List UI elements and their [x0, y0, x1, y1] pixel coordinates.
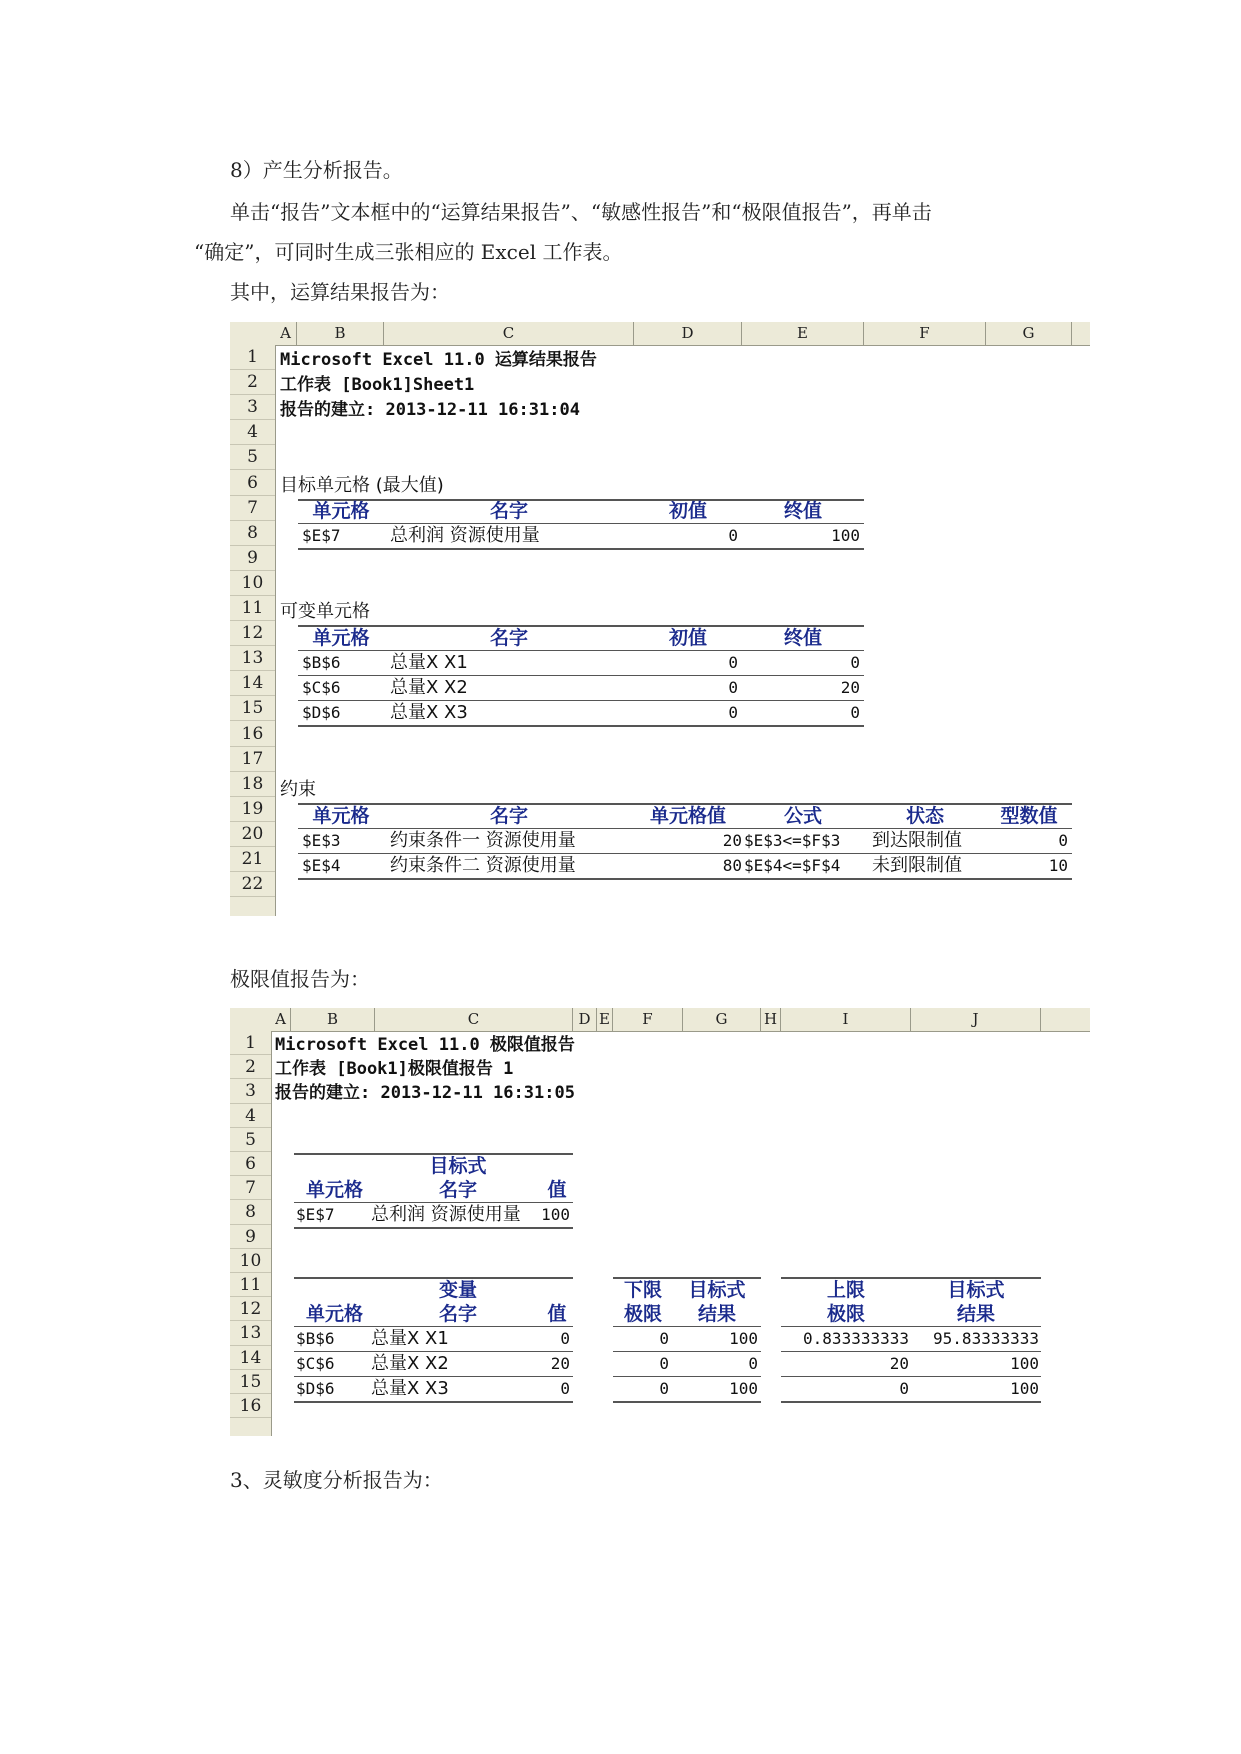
table-rule — [294, 1401, 573, 1403]
table-rule — [298, 725, 864, 727]
column-header-bar — [230, 1008, 1090, 1032]
col-value-header: 值 — [547, 1303, 567, 1325]
target-final-value: 100 — [831, 526, 860, 545]
variable-cell-name: 总量X X1 — [390, 652, 468, 673]
table-rule — [298, 878, 1072, 880]
col-name-header: 名字 — [489, 627, 528, 649]
constraint-slack: 0 — [1058, 831, 1068, 850]
limits-report-intro: 极限值报告为： — [230, 967, 370, 991]
lower-limit-header-line1: 下限 — [623, 1279, 662, 1301]
constraints-label: 约束 — [280, 779, 316, 800]
target-value: 100 — [541, 1205, 570, 1224]
col-name-header: 名字 — [489, 500, 528, 522]
column-header-a[interactable]: A — [275, 322, 297, 345]
target-group-header: 目标式 — [429, 1155, 487, 1177]
report-title: Microsoft Excel 11.0 运算结果报告 — [280, 350, 597, 370]
variable-value: 20 — [550, 1354, 570, 1373]
variable-name: 总量X X3 — [371, 1378, 449, 1399]
constraint-name: 约束条件二 资源使用量 — [390, 855, 576, 876]
row-header[interactable]: 4 — [230, 420, 275, 445]
variable-cell-ref: $B$6 — [302, 653, 341, 672]
worksheet-name: 工作表 [Book1]Sheet1 — [280, 375, 475, 395]
upper-result-value: 95.83333333 — [933, 1329, 1039, 1348]
upper-limit-header-line2: 极限 — [826, 1303, 865, 1325]
table-rule — [294, 1227, 573, 1229]
row-header[interactable]: 11 — [230, 1273, 271, 1297]
upper-result-value: 100 — [1010, 1379, 1039, 1398]
row-header[interactable]: 6 — [230, 1152, 271, 1176]
row-header-bar — [230, 345, 276, 916]
variable-cell-name: 总量X X2 — [390, 677, 468, 698]
target-cell-ref: $E$7 — [296, 1205, 335, 1224]
variable-cell-ref: $D$6 — [302, 703, 341, 722]
row-header[interactable]: 16 — [230, 1394, 271, 1418]
table-rule — [298, 548, 864, 550]
lower-limit-value: 0 — [659, 1379, 669, 1398]
constraint-formula: $E$3<=$F$3 — [744, 831, 841, 850]
sensitivity-report-intro: 3、灵敏度分析报告为： — [230, 1468, 443, 1492]
row-header[interactable]: 9 — [230, 1225, 271, 1249]
row-header[interactable]: 6 — [230, 471, 275, 496]
column-header-bar — [230, 322, 1090, 346]
column-header-f[interactable]: F — [613, 1008, 683, 1031]
target-cell-ref: $E$7 — [302, 526, 341, 545]
variable-final-value: 0 — [850, 703, 860, 722]
row-header[interactable]: 2 — [230, 1055, 271, 1079]
row-header[interactable]: 1 — [230, 345, 275, 370]
row-header-bar — [230, 1031, 272, 1436]
col-name-header: 名字 — [438, 1179, 477, 1201]
col-final-header: 终值 — [783, 500, 822, 522]
row-header[interactable]: 14 — [230, 671, 275, 696]
column-header-c[interactable]: C — [375, 1008, 573, 1031]
variable-name: 总量X X2 — [371, 1353, 449, 1374]
constraint-cell-ref: $E$4 — [302, 856, 341, 875]
row-header[interactable]: 17 — [230, 747, 275, 772]
worksheet-name: 工作表 [Book1]极限值报告 1 — [275, 1059, 514, 1079]
constraint-cell-value: 80 — [722, 856, 742, 875]
column-header-a[interactable]: A — [271, 1008, 291, 1031]
row-header[interactable]: 10 — [230, 1249, 271, 1273]
upper-result-header-line2: 结果 — [956, 1303, 995, 1325]
upper-limit-value: 0 — [899, 1379, 909, 1398]
col-slack-header: 型数值 — [1000, 805, 1058, 827]
row-header[interactable]: 8 — [230, 521, 275, 546]
row-header[interactable]: 16 — [230, 722, 275, 747]
column-header-d[interactable]: D — [573, 1008, 597, 1031]
row-header[interactable]: 21 — [230, 847, 275, 872]
row-header[interactable]: 7 — [230, 496, 275, 521]
constraint-status: 到达限制值 — [872, 830, 962, 851]
target-cell-name: 总利润 资源使用量 — [390, 525, 540, 546]
variable-cell-ref: $B$6 — [296, 1329, 335, 1348]
row-header[interactable]: 13 — [230, 646, 275, 671]
variable-cell-ref: $D$6 — [296, 1379, 335, 1398]
row-header[interactable]: 5 — [230, 1128, 271, 1152]
row-header[interactable]: 15 — [230, 1370, 271, 1394]
col-final-header: 终值 — [783, 627, 822, 649]
col-name-header: 名字 — [489, 805, 528, 827]
col-value-header: 值 — [547, 1179, 567, 1201]
constraint-formula: $E$4<=$F$4 — [744, 856, 841, 875]
row-header[interactable]: 10 — [230, 571, 275, 596]
variable-final-value: 20 — [840, 678, 860, 697]
variable-initial-value: 0 — [728, 678, 738, 697]
row-header[interactable]: 12 — [230, 1297, 271, 1321]
variable-group-header: 变量 — [438, 1279, 477, 1301]
col-initial-header: 初值 — [668, 500, 707, 522]
upper-result-header-line1: 目标式 — [947, 1279, 1005, 1301]
target-initial-value: 0 — [728, 526, 738, 545]
report-timestamp: 报告的建立: 2013-12-11 16:31:04 — [280, 400, 580, 420]
limits-report-sheet — [230, 1008, 1090, 1436]
column-header-j[interactable]: J — [911, 1008, 1041, 1031]
col-cell-value-header: 单元格值 — [649, 805, 726, 827]
constraint-name: 约束条件一 资源使用量 — [390, 830, 576, 851]
col-cell-header: 单元格 — [312, 805, 370, 827]
column-header-g[interactable]: G — [986, 322, 1072, 345]
answer-report-sheet — [230, 322, 1090, 916]
column-header-b[interactable]: B — [297, 322, 384, 345]
constraint-cell-ref: $E$3 — [302, 831, 341, 850]
variable-initial-value: 0 — [728, 653, 738, 672]
row-header[interactable]: 18 — [230, 772, 275, 797]
column-header-e[interactable]: E — [597, 1008, 613, 1031]
row-header[interactable]: 5 — [230, 445, 275, 470]
lower-limit-header-line2: 极限 — [623, 1303, 662, 1325]
report-title: Microsoft Excel 11.0 极限值报告 — [275, 1035, 575, 1055]
variable-cell-ref: $C$6 — [296, 1354, 335, 1373]
row-header[interactable]: 20 — [230, 822, 275, 847]
row-header[interactable]: 3 — [230, 395, 275, 420]
constraint-status: 未到限制值 — [872, 855, 962, 876]
lower-limit-value: 0 — [659, 1329, 669, 1348]
col-formula-header: 公式 — [783, 805, 822, 827]
column-header-b[interactable]: B — [291, 1008, 375, 1031]
lower-result-value: 100 — [729, 1379, 758, 1398]
col-cell-header: 单元格 — [305, 1179, 363, 1201]
row-header[interactable]: 15 — [230, 696, 275, 721]
row-header[interactable]: 4 — [230, 1104, 271, 1128]
column-header-d[interactable]: D — [634, 322, 742, 345]
variable-cell-ref: $C$6 — [302, 678, 341, 697]
column-header-i[interactable]: I — [781, 1008, 911, 1031]
table-rule — [613, 1401, 761, 1403]
col-name-header: 名字 — [438, 1303, 477, 1325]
column-header-g[interactable]: G — [683, 1008, 761, 1031]
row-header[interactable]: 3 — [230, 1079, 271, 1103]
table-rule — [781, 1401, 1041, 1403]
answer-report-intro: 其中，运算结果报告为： — [230, 280, 450, 304]
upper-limit-header-line1: 上限 — [826, 1279, 865, 1301]
col-cell-header: 单元格 — [305, 1303, 363, 1325]
instruction-line-2: “确定”，可同时生成三张相应的 Excel 工作表。 — [194, 240, 623, 264]
target-cell-name: 总利润 资源使用量 — [371, 1204, 521, 1225]
row-header[interactable]: 7 — [230, 1176, 271, 1200]
row-header[interactable]: 19 — [230, 797, 275, 822]
variable-value: 0 — [560, 1329, 570, 1348]
col-status-header: 状态 — [905, 805, 944, 827]
upper-result-value: 100 — [1010, 1354, 1039, 1373]
target-cell-label: 目标单元格 (最大值) — [280, 475, 444, 496]
variable-name: 总量X X1 — [371, 1328, 449, 1349]
row-header[interactable]: 13 — [230, 1321, 271, 1345]
row-header[interactable]: 9 — [230, 546, 275, 571]
variable-initial-value: 0 — [728, 703, 738, 722]
row-header[interactable]: 1 — [230, 1031, 271, 1055]
constraint-slack: 10 — [1048, 856, 1068, 875]
col-cell-header: 单元格 — [312, 627, 370, 649]
lower-limit-value: 0 — [659, 1354, 669, 1373]
variable-value: 0 — [560, 1379, 570, 1398]
variable-cell-name: 总量X X3 — [390, 702, 468, 723]
lower-result-value: 100 — [729, 1329, 758, 1348]
constraint-cell-value: 20 — [722, 831, 742, 850]
variable-cells-label: 可变单元格 — [280, 601, 370, 622]
column-header-e[interactable]: E — [742, 322, 864, 345]
instruction-line-1: 单击“报告”文本框中的“运算结果报告”、“敏感性报告”和“极限值报告”，再单击 — [230, 200, 932, 224]
lower-result-header-line2: 结果 — [697, 1303, 736, 1325]
lower-result-header-line1: 目标式 — [688, 1279, 746, 1301]
report-timestamp: 报告的建立: 2013-12-11 16:31:05 — [275, 1083, 575, 1103]
row-header[interactable]: 8 — [230, 1200, 271, 1224]
lower-result-value: 0 — [748, 1354, 758, 1373]
variable-final-value: 0 — [850, 653, 860, 672]
column-header-f[interactable]: F — [864, 322, 986, 345]
step-8-heading: 8）产生分析报告。 — [230, 158, 403, 182]
row-header[interactable]: 14 — [230, 1346, 271, 1370]
row-header[interactable]: 22 — [230, 872, 275, 897]
col-cell-header: 单元格 — [312, 500, 370, 522]
column-header-h[interactable]: H — [761, 1008, 781, 1031]
col-initial-header: 初值 — [668, 627, 707, 649]
upper-limit-value: 0.833333333 — [803, 1329, 909, 1348]
row-header[interactable]: 12 — [230, 621, 275, 646]
row-header[interactable]: 11 — [230, 596, 275, 621]
column-header-c[interactable]: C — [384, 322, 634, 345]
upper-limit-value: 20 — [889, 1354, 909, 1373]
row-header[interactable]: 2 — [230, 370, 275, 395]
